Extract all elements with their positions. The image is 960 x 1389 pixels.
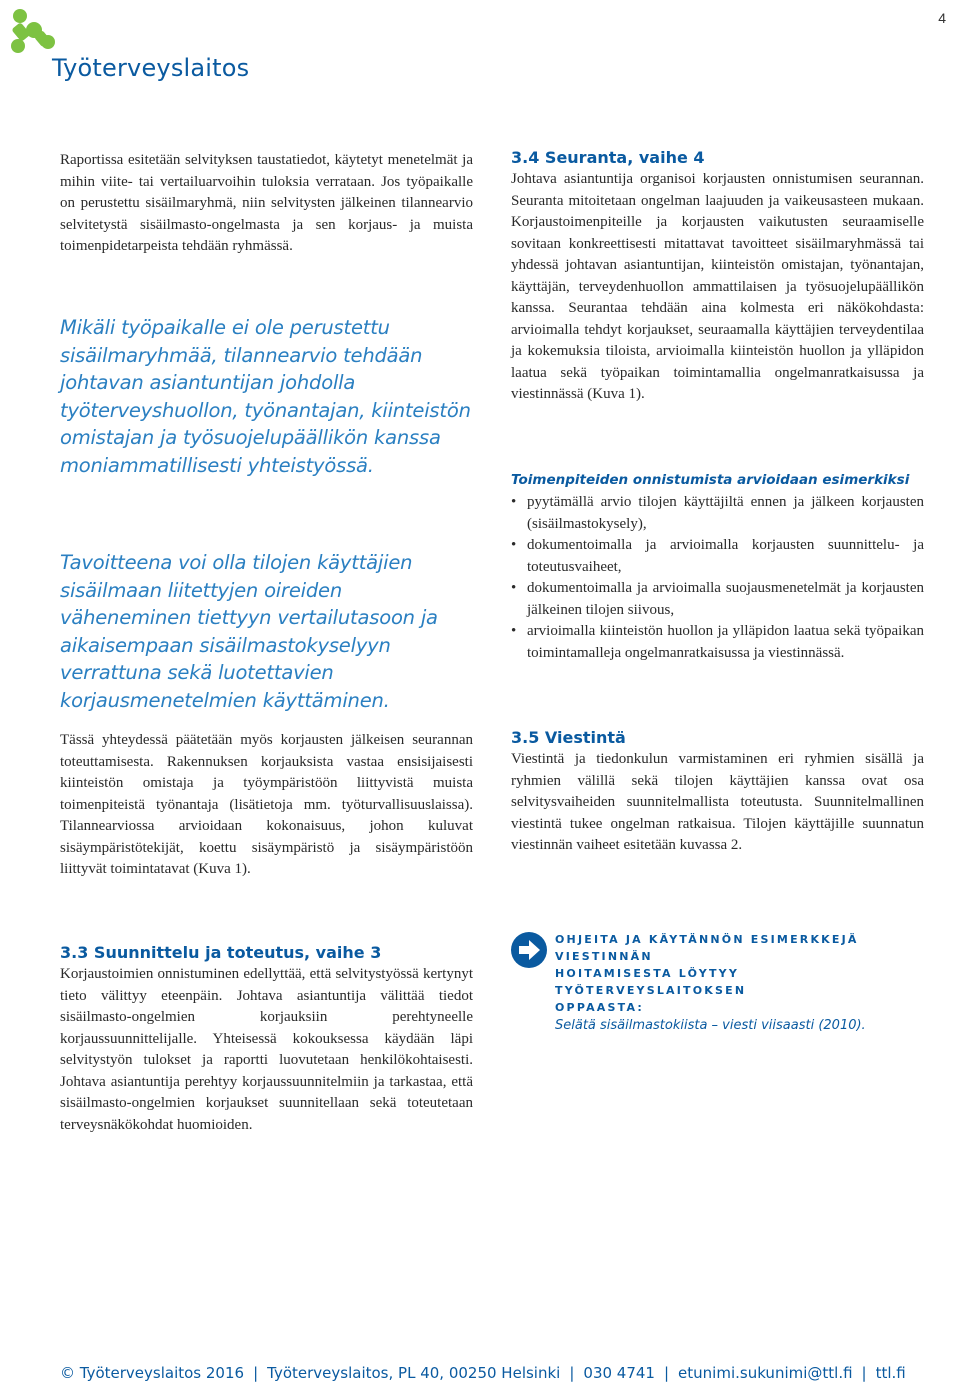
pull-quote-1: Mikäli työpaikalle ei ole perustettu sisäilmaryhmää, tilannearvio tehdään johtavan asiantuntijan johdolla työterveyshuollon, työnantajan, kiinteistön omistajan ja työsuojelupäällikön kanssa moniammatillisesti yhteistyössä. <box>60 316 471 477</box>
tip-line-2: HOITAMISESTA LÖYTYY TYÖTERVEYSLAITOKSEN <box>555 967 747 997</box>
list-item: • arvioimalla kiinteistön huollon ja ylläpidon laatua sekä työpaikan toimintamalleja ongelmanratkaisussa ja viestinnässä. <box>511 621 924 664</box>
section-3-5 <box>511 728 924 857</box>
arrow-right-icon <box>511 932 547 968</box>
follow-up-paragraph: Tässä yhteydessä päätetään myös korjausten jälkeisen seurannan toteuttamisesta. Rakennuksen korjauksista vastaa ensisijaisesti kiinteistön omistaja ja työympäristöön liittyvistä muista toimenpiteistä työnantaja (lisätietoja mm. työturvallisuuslaissa). Tilannearviossa arvioidaan kokonaisuus, johon kuluvat sisäympäristötekijät, koettu sisäympäristö ja sisäympäristöön liittyvät toimintatavat (Kuva 1). <box>60 732 473 877</box>
tip-line-1: OHJEITA JA KÄYTÄNNÖN ESIMERKKEJÄ VIESTINNÄN <box>555 933 859 963</box>
page-number: 4 <box>938 10 946 26</box>
footer-email[interactable]: etunimi.sukunimi@ttl.fi <box>678 1364 853 1382</box>
section-3-4 <box>511 148 924 406</box>
examples-list <box>511 492 924 664</box>
tip-line-3: OPPAASTA: <box>555 1001 644 1014</box>
section-3-5-body: Viestintä ja tiedonkulun varmistaminen eri ryhmien sisällä ja ryhmien välillä sekä tilojen käyttäjien kanssa ovat osa selvitysvaiheiden suunnitelmallista toteutusta. Suunnitelmallinen viestintä tukee ongelman ratkaisua. Tilojen käyttäjille suunnatun viestinnän vaiheet esitetään kuvassa 2. <box>511 751 924 853</box>
section-3-3 <box>60 943 473 1136</box>
section-3-4-body: Johtava asiantuntija organisoi korjausten onnistumisen seurannan. Seuranta mitoitetaan ongelman laajuuden ja vaikeusasteen mukaan. Korjaustoimenpiteille ja korjausten vaikutusten seuraamiselle sovitaan konkreettisesti mitattavat tavoitteet sisäilmaryhmässä tai yhdessä johtavan asiantuntijan, kiinteistön omistajan, työnantajan, käyttäjän, terveydenhuollon ammattilaisen ja työsuojelupäällikön kanssa. Seurantaa tehdään aina kolmesta eri näkökohdasta: arvioimalla tehdyt korjaukset, seuraamalla käyttäjien terveydentilaa ja kokemuksia tiloista, arvioimalla kiinteistön huollon ja ylläpidon laatua sekä työpaikan toimintamallia ongelmanratkaisussa ja viestinnässä (Kuva 1). <box>511 171 924 402</box>
examples-box <box>511 472 924 664</box>
list-item: • dokumentoimalla ja arvioimalla suojausmenetelmät ja korjausten jälkeinen tilojen siivous, <box>511 578 924 621</box>
footer <box>60 1364 906 1382</box>
footer-divider: | <box>663 1364 670 1382</box>
section-3-5-title: 3.5 Viestintä <box>511 728 626 747</box>
logo-text: Työterveyslaitos <box>52 54 250 82</box>
section-3-3-title: 3.3 Suunnittelu ja toteutus, vaihe 3 <box>60 943 382 962</box>
section-3-4-title: 3.4 Seuranta, vaihe 4 <box>511 148 705 167</box>
footer-divider: | <box>253 1364 259 1382</box>
footer-divider: | <box>569 1364 575 1382</box>
pull-quote-2: Tavoitteena voi olla tilojen käyttäjien sisäilmaan liitettyjen oireiden väheneminen tiettyyn vertailutasoon ja aikaisempaan sisäilmastokyselyyn verrattuna sekä luotettavien korjausmenetelmien käyttäminen. <box>60 551 438 712</box>
footer-address: Työterveyslaitos, PL 40, 00250 Helsinki <box>267 1364 561 1382</box>
section-3-3-body: Korjaustoimien onnistuminen edellyttää, että selvitystyössä kertynyt tieto välittyy eteenpäin. Johtava asiantuntija välittää tiedot sisäilmasto-ongelmien korjauksiin perehtyneelle korjaussuunnittelijalle. Yhteisessä kokouksessa käydään läpi selvitystyön tulokset ja raportti luovutetaan henkilökohtaisesti. Johtava asiantuntija perehtyy korjaussuunnitelmiin ja tarkastaa, että sisäilmasto-ongelmien korjaukset suunnitellaan sekä toteutetaan terveysnäkökohdat huomioiden. <box>60 966 473 1133</box>
footer-copyright: © Työterveyslaitos 2016 <box>60 1364 245 1382</box>
footer-phone[interactable]: 030 4741 <box>583 1364 655 1382</box>
examples-title: Toimenpiteiden onnistumista arvioidaan esimerkiksi <box>511 472 910 488</box>
guide-tip <box>555 931 925 1035</box>
list-item: • pyytämällä arvio tilojen käyttäjiltä ennen ja jälkeen korjausten (sisäilmastokysely), <box>511 492 924 535</box>
guide-link[interactable]: Selätä sisäilmastokiista – viesti viisaasti (2010). <box>555 1018 866 1033</box>
list-item: • dokumentoimalla ja arvioimalla korjausten suunnittelu- ja toteutusvaiheet, <box>511 535 924 578</box>
footer-web[interactable]: ttl.fi <box>875 1364 906 1382</box>
intro-paragraph: Raportissa esitetään selvityksen taustatiedot, käytetyt menetelmät ja mihin viite- tai vertailuarvoihin tuloksia verrataan. Jos työpaikalle on perustettu sisäilmaryhmä, niin selvitysten jälkeinen tilannearvio selvitetystä sisäilmasto-ongelmasta ja sen korjaus- ja muista toimenpidetarpeista tehdään ryhmässä. <box>60 152 473 254</box>
footer-divider: | <box>861 1364 867 1382</box>
